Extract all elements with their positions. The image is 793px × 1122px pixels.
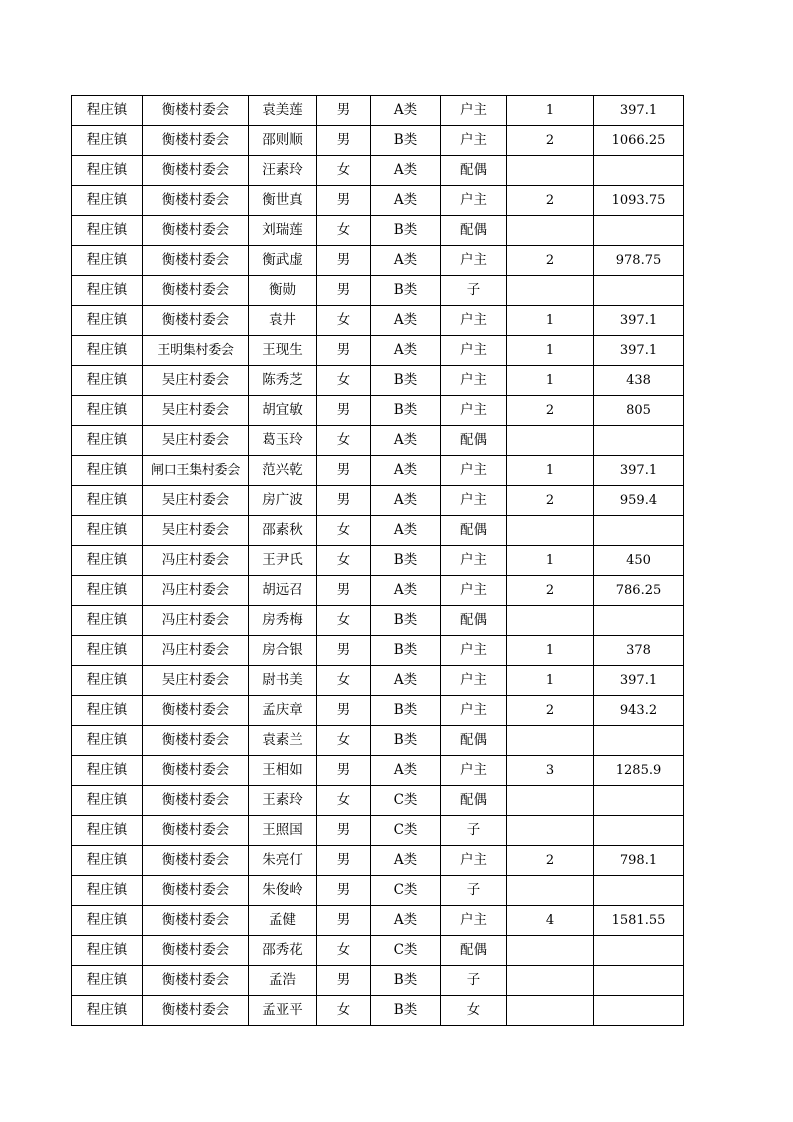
- table-row: [72, 426, 684, 456]
- relation-cell: 户主: [441, 96, 507, 126]
- village-committee-cell: 衡楼村委会: [143, 996, 249, 1026]
- name-cell: 刘瑞莲: [249, 216, 317, 246]
- town-cell: 程庄镇: [72, 546, 143, 576]
- amount-cell: [594, 816, 684, 846]
- table-row: [72, 726, 684, 756]
- village-committee-cell: 衡楼村委会: [143, 276, 249, 306]
- table-row: [72, 546, 684, 576]
- table-row: [72, 606, 684, 636]
- category-cell: A类: [371, 486, 441, 516]
- village-committee-cell: 衡楼村委会: [143, 156, 249, 186]
- gender-cell: 女: [317, 936, 371, 966]
- table-row: [72, 156, 684, 186]
- gender-cell: 男: [317, 96, 371, 126]
- village-committee-cell: 冯庄村委会: [143, 636, 249, 666]
- town-cell: 程庄镇: [72, 996, 143, 1026]
- name-cell: 袁美莲: [249, 96, 317, 126]
- table-row: [72, 786, 684, 816]
- town-cell: 程庄镇: [72, 516, 143, 546]
- category-cell: A类: [371, 306, 441, 336]
- table-row: [72, 846, 684, 876]
- gender-cell: 女: [317, 426, 371, 456]
- amount-cell: 1285.9: [594, 756, 684, 786]
- name-cell: 孟庆章: [249, 696, 317, 726]
- amount-cell: [594, 606, 684, 636]
- amount-cell: [594, 156, 684, 186]
- household-size-cell: 1: [507, 306, 594, 336]
- household-size-cell: 2: [507, 846, 594, 876]
- relation-cell: 户主: [441, 126, 507, 156]
- category-cell: B类: [371, 726, 441, 756]
- town-cell: 程庄镇: [72, 366, 143, 396]
- village-committee-cell: 冯庄村委会: [143, 606, 249, 636]
- amount-cell: [594, 786, 684, 816]
- category-cell: B类: [371, 636, 441, 666]
- name-cell: 王现生: [249, 336, 317, 366]
- gender-cell: 女: [317, 216, 371, 246]
- name-cell: 尉书美: [249, 666, 317, 696]
- gender-cell: 男: [317, 636, 371, 666]
- village-committee-cell: 衡楼村委会: [143, 906, 249, 936]
- household-size-cell: 2: [507, 576, 594, 606]
- household-size-cell: 2: [507, 696, 594, 726]
- village-committee-cell: 吴庄村委会: [143, 396, 249, 426]
- household-size-cell: 2: [507, 186, 594, 216]
- household-size-cell: 1: [507, 636, 594, 666]
- household-size-cell: 2: [507, 126, 594, 156]
- relation-cell: 户主: [441, 696, 507, 726]
- household-size-cell: [507, 726, 594, 756]
- amount-cell: [594, 516, 684, 546]
- name-cell: 孟亚平: [249, 996, 317, 1026]
- category-cell: C类: [371, 816, 441, 846]
- table-row: [72, 186, 684, 216]
- relation-cell: 户主: [441, 246, 507, 276]
- village-committee-cell: 吴庄村委会: [143, 516, 249, 546]
- relation-cell: 配偶: [441, 726, 507, 756]
- village-committee-cell: 冯庄村委会: [143, 576, 249, 606]
- table-row: [72, 486, 684, 516]
- relation-cell: 配偶: [441, 426, 507, 456]
- village-committee-cell: 衡楼村委会: [143, 696, 249, 726]
- household-size-cell: [507, 816, 594, 846]
- town-cell: 程庄镇: [72, 966, 143, 996]
- name-cell: 衡勋: [249, 276, 317, 306]
- amount-cell: [594, 276, 684, 306]
- relation-cell: 户主: [441, 756, 507, 786]
- household-size-cell: 2: [507, 396, 594, 426]
- table-row: [72, 636, 684, 666]
- village-committee-cell: 衡楼村委会: [143, 216, 249, 246]
- relation-cell: 户主: [441, 546, 507, 576]
- name-cell: 范兴乾: [249, 456, 317, 486]
- household-size-cell: [507, 876, 594, 906]
- amount-cell: 397.1: [594, 336, 684, 366]
- town-cell: 程庄镇: [72, 816, 143, 846]
- name-cell: 邵秀花: [249, 936, 317, 966]
- gender-cell: 女: [317, 306, 371, 336]
- household-size-cell: [507, 276, 594, 306]
- village-committee-cell: 吴庄村委会: [143, 366, 249, 396]
- amount-cell: 1093.75: [594, 186, 684, 216]
- household-size-cell: [507, 936, 594, 966]
- table-row: [72, 756, 684, 786]
- amount-cell: [594, 426, 684, 456]
- category-cell: B类: [371, 996, 441, 1026]
- village-committee-cell: 衡楼村委会: [143, 726, 249, 756]
- name-cell: 邵素秋: [249, 516, 317, 546]
- gender-cell: 男: [317, 486, 371, 516]
- household-size-cell: [507, 426, 594, 456]
- amount-cell: 943.2: [594, 696, 684, 726]
- category-cell: A类: [371, 336, 441, 366]
- gender-cell: 女: [317, 606, 371, 636]
- town-cell: 程庄镇: [72, 876, 143, 906]
- name-cell: 葛玉玲: [249, 426, 317, 456]
- village-committee-cell: 闸口王集村委会: [143, 456, 249, 486]
- category-cell: B类: [371, 396, 441, 426]
- name-cell: 房秀梅: [249, 606, 317, 636]
- table-row: [72, 516, 684, 546]
- name-cell: 袁井: [249, 306, 317, 336]
- gender-cell: 男: [317, 966, 371, 996]
- household-size-cell: 1: [507, 546, 594, 576]
- village-committee-cell: 衡楼村委会: [143, 966, 249, 996]
- table-row: [72, 576, 684, 606]
- household-size-cell: 2: [507, 486, 594, 516]
- relation-cell: 户主: [441, 486, 507, 516]
- name-cell: 王素玲: [249, 786, 317, 816]
- relation-cell: 户主: [441, 186, 507, 216]
- name-cell: 胡远召: [249, 576, 317, 606]
- amount-cell: 397.1: [594, 666, 684, 696]
- table-row: [72, 96, 684, 126]
- town-cell: 程庄镇: [72, 696, 143, 726]
- village-committee-cell: 吴庄村委会: [143, 486, 249, 516]
- table-row: [72, 876, 684, 906]
- village-committee-cell: 衡楼村委会: [143, 876, 249, 906]
- category-cell: C类: [371, 876, 441, 906]
- town-cell: 程庄镇: [72, 756, 143, 786]
- category-cell: B类: [371, 966, 441, 996]
- gender-cell: 男: [317, 186, 371, 216]
- town-cell: 程庄镇: [72, 426, 143, 456]
- town-cell: 程庄镇: [72, 906, 143, 936]
- town-cell: 程庄镇: [72, 336, 143, 366]
- household-size-cell: 2: [507, 246, 594, 276]
- relation-cell: 子: [441, 816, 507, 846]
- category-cell: A类: [371, 456, 441, 486]
- gender-cell: 男: [317, 456, 371, 486]
- category-cell: A类: [371, 186, 441, 216]
- village-committee-cell: 衡楼村委会: [143, 936, 249, 966]
- town-cell: 程庄镇: [72, 216, 143, 246]
- table-row: [72, 336, 684, 366]
- relation-cell: 户主: [441, 366, 507, 396]
- name-cell: 邵则顺: [249, 126, 317, 156]
- category-cell: A类: [371, 846, 441, 876]
- town-cell: 程庄镇: [72, 606, 143, 636]
- amount-cell: 397.1: [594, 456, 684, 486]
- household-size-cell: [507, 786, 594, 816]
- town-cell: 程庄镇: [72, 636, 143, 666]
- household-size-cell: [507, 996, 594, 1026]
- name-cell: 朱俊岭: [249, 876, 317, 906]
- gender-cell: 女: [317, 996, 371, 1026]
- gender-cell: 女: [317, 366, 371, 396]
- amount-cell: [594, 936, 684, 966]
- name-cell: 王相如: [249, 756, 317, 786]
- category-cell: B类: [371, 696, 441, 726]
- village-committee-cell: 衡楼村委会: [143, 246, 249, 276]
- name-cell: 汪素玲: [249, 156, 317, 186]
- amount-cell: [594, 966, 684, 996]
- relation-cell: 户主: [441, 336, 507, 366]
- town-cell: 程庄镇: [72, 246, 143, 276]
- village-committee-cell: 衡楼村委会: [143, 756, 249, 786]
- town-cell: 程庄镇: [72, 666, 143, 696]
- village-committee-cell: 衡楼村委会: [143, 846, 249, 876]
- amount-cell: 397.1: [594, 306, 684, 336]
- table-row: [72, 966, 684, 996]
- table-row: [72, 126, 684, 156]
- relation-cell: 配偶: [441, 516, 507, 546]
- category-cell: B类: [371, 216, 441, 246]
- village-committee-cell: 衡楼村委会: [143, 786, 249, 816]
- category-cell: A类: [371, 576, 441, 606]
- town-cell: 程庄镇: [72, 726, 143, 756]
- name-cell: 王尹氏: [249, 546, 317, 576]
- name-cell: 房合银: [249, 636, 317, 666]
- category-cell: A类: [371, 666, 441, 696]
- relation-cell: 配偶: [441, 156, 507, 186]
- amount-cell: 959.4: [594, 486, 684, 516]
- table-row: [72, 396, 684, 426]
- gender-cell: 男: [317, 696, 371, 726]
- town-cell: 程庄镇: [72, 486, 143, 516]
- table-row: [72, 246, 684, 276]
- gender-cell: 男: [317, 756, 371, 786]
- village-committee-cell: 冯庄村委会: [143, 546, 249, 576]
- relation-cell: 女: [441, 996, 507, 1026]
- category-cell: A类: [371, 246, 441, 276]
- gender-cell: 男: [317, 906, 371, 936]
- village-committee-cell: 王明集村委会: [143, 336, 249, 366]
- table-row: [72, 666, 684, 696]
- household-size-cell: 1: [507, 336, 594, 366]
- name-cell: 朱亮仃: [249, 846, 317, 876]
- village-committee-cell: 衡楼村委会: [143, 816, 249, 846]
- table-row: [72, 996, 684, 1026]
- relation-cell: 配偶: [441, 216, 507, 246]
- amount-cell: [594, 996, 684, 1026]
- category-cell: B类: [371, 546, 441, 576]
- town-cell: 程庄镇: [72, 396, 143, 426]
- relation-cell: 配偶: [441, 606, 507, 636]
- town-cell: 程庄镇: [72, 936, 143, 966]
- name-cell: 胡宜敏: [249, 396, 317, 426]
- town-cell: 程庄镇: [72, 126, 143, 156]
- village-committee-cell: 吴庄村委会: [143, 666, 249, 696]
- category-cell: B类: [371, 366, 441, 396]
- town-cell: 程庄镇: [72, 306, 143, 336]
- gender-cell: 男: [317, 846, 371, 876]
- household-size-cell: [507, 516, 594, 546]
- village-committee-cell: 衡楼村委会: [143, 306, 249, 336]
- amount-cell: [594, 876, 684, 906]
- gender-cell: 男: [317, 816, 371, 846]
- relation-cell: 户主: [441, 576, 507, 606]
- town-cell: 程庄镇: [72, 276, 143, 306]
- amount-cell: 378: [594, 636, 684, 666]
- household-size-cell: 1: [507, 666, 594, 696]
- amount-cell: 805: [594, 396, 684, 426]
- name-cell: 房广波: [249, 486, 317, 516]
- gender-cell: 男: [317, 576, 371, 606]
- gender-cell: 男: [317, 246, 371, 276]
- relation-cell: 配偶: [441, 936, 507, 966]
- gender-cell: 男: [317, 876, 371, 906]
- town-cell: 程庄镇: [72, 576, 143, 606]
- name-cell: 陈秀芝: [249, 366, 317, 396]
- name-cell: 袁素兰: [249, 726, 317, 756]
- amount-cell: 438: [594, 366, 684, 396]
- household-size-cell: [507, 156, 594, 186]
- amount-cell: 798.1: [594, 846, 684, 876]
- table-row: [72, 366, 684, 396]
- category-cell: B类: [371, 276, 441, 306]
- household-size-cell: 1: [507, 366, 594, 396]
- category-cell: C类: [371, 936, 441, 966]
- gender-cell: 男: [317, 336, 371, 366]
- amount-cell: 978.75: [594, 246, 684, 276]
- relation-cell: 户主: [441, 456, 507, 486]
- town-cell: 程庄镇: [72, 846, 143, 876]
- gender-cell: 男: [317, 126, 371, 156]
- table-body: [72, 96, 684, 1026]
- village-committee-cell: 衡楼村委会: [143, 126, 249, 156]
- table-row: [72, 696, 684, 726]
- household-size-cell: 3: [507, 756, 594, 786]
- table-row: [72, 456, 684, 486]
- gender-cell: 女: [317, 546, 371, 576]
- name-cell: 衡世真: [249, 186, 317, 216]
- town-cell: 程庄镇: [72, 96, 143, 126]
- gender-cell: 男: [317, 276, 371, 306]
- relation-cell: 户主: [441, 906, 507, 936]
- relation-cell: 户主: [441, 666, 507, 696]
- name-cell: 王照国: [249, 816, 317, 846]
- amount-cell: 786.25: [594, 576, 684, 606]
- category-cell: B类: [371, 126, 441, 156]
- gender-cell: 女: [317, 156, 371, 186]
- village-committee-cell: 衡楼村委会: [143, 186, 249, 216]
- data-table: [71, 95, 684, 1026]
- table-row: [72, 906, 684, 936]
- gender-cell: 男: [317, 396, 371, 426]
- household-size-cell: 1: [507, 96, 594, 126]
- relation-cell: 户主: [441, 846, 507, 876]
- household-size-cell: [507, 216, 594, 246]
- name-cell: 孟浩: [249, 966, 317, 996]
- town-cell: 程庄镇: [72, 186, 143, 216]
- amount-cell: [594, 216, 684, 246]
- village-committee-cell: 衡楼村委会: [143, 96, 249, 126]
- household-size-cell: [507, 606, 594, 636]
- village-committee-cell: 吴庄村委会: [143, 426, 249, 456]
- category-cell: A类: [371, 516, 441, 546]
- amount-cell: [594, 726, 684, 756]
- relation-cell: 户主: [441, 306, 507, 336]
- relation-cell: 配偶: [441, 786, 507, 816]
- table-row: [72, 306, 684, 336]
- household-size-cell: 4: [507, 906, 594, 936]
- category-cell: A类: [371, 426, 441, 456]
- relation-cell: 子: [441, 276, 507, 306]
- household-size-cell: 1: [507, 456, 594, 486]
- name-cell: 衡武虚: [249, 246, 317, 276]
- table-row: [72, 276, 684, 306]
- gender-cell: 女: [317, 516, 371, 546]
- relation-cell: 子: [441, 966, 507, 996]
- amount-cell: 1066.25: [594, 126, 684, 156]
- table-row: [72, 216, 684, 246]
- category-cell: A类: [371, 756, 441, 786]
- category-cell: A类: [371, 156, 441, 186]
- category-cell: A类: [371, 96, 441, 126]
- gender-cell: 女: [317, 726, 371, 756]
- category-cell: B类: [371, 606, 441, 636]
- category-cell: A类: [371, 906, 441, 936]
- household-size-cell: [507, 966, 594, 996]
- town-cell: 程庄镇: [72, 456, 143, 486]
- amount-cell: 1581.55: [594, 906, 684, 936]
- town-cell: 程庄镇: [72, 786, 143, 816]
- town-cell: 程庄镇: [72, 156, 143, 186]
- relation-cell: 子: [441, 876, 507, 906]
- amount-cell: 397.1: [594, 96, 684, 126]
- table-row: [72, 816, 684, 846]
- gender-cell: 女: [317, 666, 371, 696]
- relation-cell: 户主: [441, 636, 507, 666]
- category-cell: C类: [371, 786, 441, 816]
- relation-cell: 户主: [441, 396, 507, 426]
- name-cell: 孟健: [249, 906, 317, 936]
- amount-cell: 450: [594, 546, 684, 576]
- gender-cell: 女: [317, 786, 371, 816]
- table-row: [72, 936, 684, 966]
